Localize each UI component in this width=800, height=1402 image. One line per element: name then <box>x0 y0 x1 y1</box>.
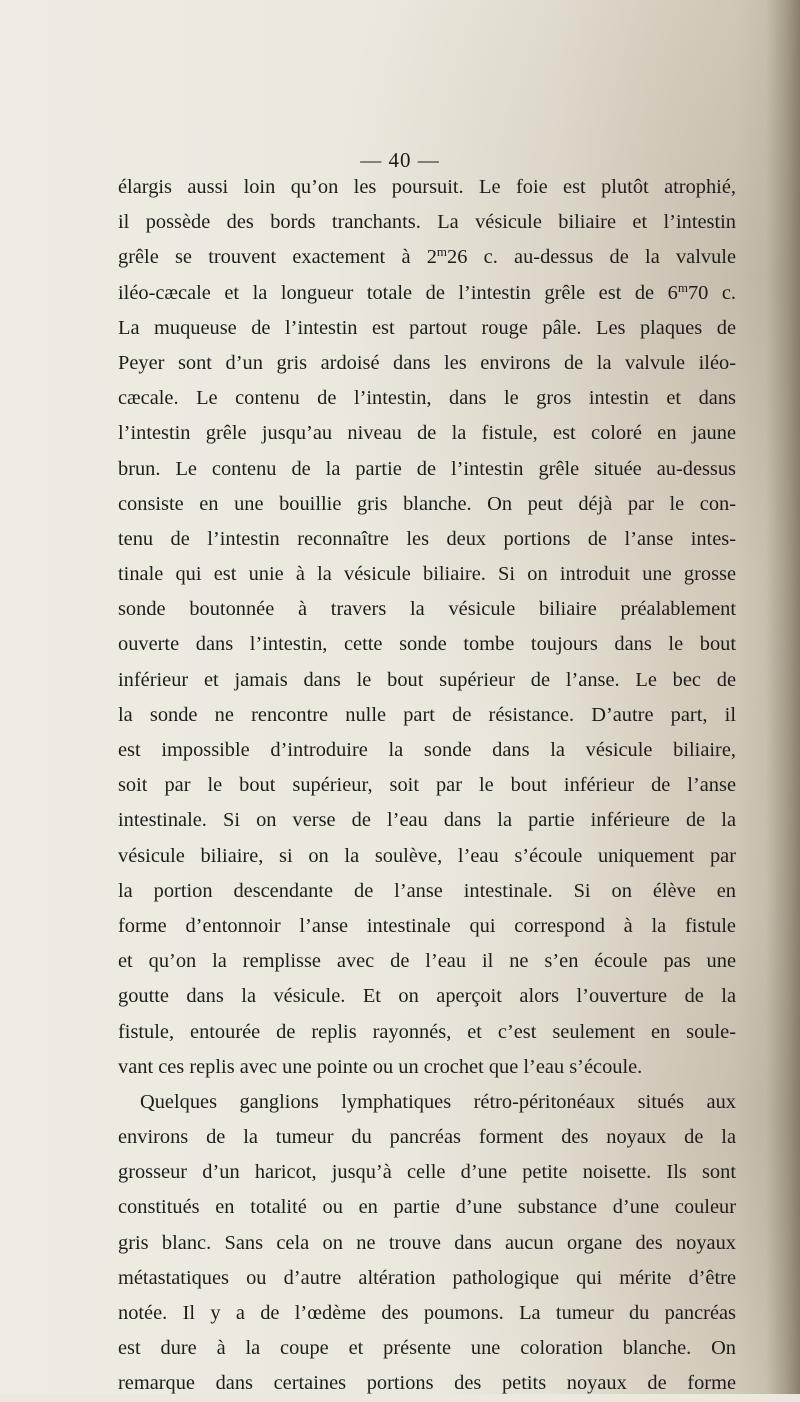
text-line: vant ces replis avec une pointe ou un crochet que l’eau s’écoule. <box>118 1055 643 1078</box>
text-line: Quelques ganglions lymphatiques rétro-péritonéaux situés aux <box>140 1090 736 1113</box>
text-line: intestinale. Si on verse de l’eau dans la partie inférieure de la <box>118 809 736 832</box>
text-line: constitués en totalité ou en partie d’une substance d’une couleur <box>118 1196 736 1219</box>
text-line: inférieur et jamais dans le bout supérieur de l’anse. Le bec de <box>118 668 736 691</box>
text-line: tenu de l’intestin reconnaître les deux portions de l’anse intes- <box>118 527 736 550</box>
text-line: sonde boutonnée à travers la vésicule biliaire préalablement <box>118 598 736 621</box>
text-segment: 26 c. au-dessus de la valvule <box>447 246 736 269</box>
text-line: fistule, entourée de replis rayonnés, et c’est seulement en soule- <box>118 1020 736 1043</box>
text-line: goutte dans la vésicule. Et on aperçoit alors l’ouverture de la <box>118 985 736 1008</box>
page-edge-shadow <box>766 0 800 1394</box>
text-line: remarque dans certaines portions des petits noyaux de forme <box>118 1372 736 1395</box>
text-segment: grêle se trouvent exactement à 2 <box>118 246 437 269</box>
text-line: notée. Il y a de l’œdème des poumons. La tumeur du pancréas <box>118 1302 736 1324</box>
text-line: élargis aussi loin qu’on les poursuit. Le foie est plutôt atrophié, <box>118 176 736 198</box>
unit-superscript: m <box>677 279 688 295</box>
text-line: la portion descendante de l’anse intestinale. Si on élève en <box>118 879 736 902</box>
text-line: brun. Le contenu de la partie de l’intestin grêle située au-dessus <box>118 457 736 480</box>
text-line: tinale qui est unie à la vésicule biliaire. Si on introduit une grosse <box>118 563 736 586</box>
page-number: — 40 — <box>360 148 440 172</box>
body-text <box>118 170 736 1402</box>
text-line: il possède des bords tranchants. La vésicule biliaire et l’intestin <box>118 211 736 234</box>
text-line <box>118 276 736 311</box>
text-line: cæcale. Le contenu de l’intestin, dans le gros intestin et dans <box>118 387 736 410</box>
text-line: gris blanc. Sans cela on ne trouve dans aucun organe des noyaux <box>118 1231 736 1254</box>
unit-superscript: m <box>436 244 448 260</box>
text-line: est impossible d’introduire la sonde dans la vésicule biliaire, <box>118 739 736 761</box>
text-line: grosseur d’un haricot, jusqu’à celle d’une petite noisette. Ils sont <box>118 1161 736 1184</box>
text-line: vésicule biliaire, si on la soulève, l’eau s’écoule uniquement par <box>118 844 736 867</box>
text-line: et qu’on la remplisse avec de l’eau il ne s’en écoule pas une <box>118 950 736 973</box>
text-line: métastatiques ou d’autre altération pathologique qui mérite d’être <box>118 1266 736 1289</box>
text-line: forme d’entonnoir l’anse intestinale qui correspond à la fistule <box>118 914 736 937</box>
text-line: soit par le bout supérieur, soit par le bout inférieur de l’anse <box>118 774 736 797</box>
text-line: la sonde ne rencontre nulle part de résistance. D’autre part, il <box>118 703 736 726</box>
text-segment: 70 c. <box>687 281 736 304</box>
text-line: Peyer sont d’un gris ardoisé dans les environs de la valvule iléo- <box>118 351 736 374</box>
text-line: La muqueuse de l’intestin est partout rouge pâle. Les plaques de <box>118 316 736 339</box>
text-line: est dure à la coupe et présente une coloration blanche. On <box>118 1337 736 1360</box>
text-line: environs de la tumeur du pancréas forment des noyaux de la <box>118 1126 736 1149</box>
text-line: l’intestin grêle jusqu’au niveau de la fistule, est coloré en jaune <box>118 422 736 445</box>
text-line: consiste en une bouillie gris blanche. On peut déjà par le con- <box>118 492 736 515</box>
text-line <box>118 240 736 275</box>
text-segment: iléo-cæcale et la longueur totale de l’intestin grêle est de 6 <box>118 281 678 304</box>
text-line: ouverte dans l’intestin, cette sonde tombe toujours dans le bout <box>118 633 736 656</box>
